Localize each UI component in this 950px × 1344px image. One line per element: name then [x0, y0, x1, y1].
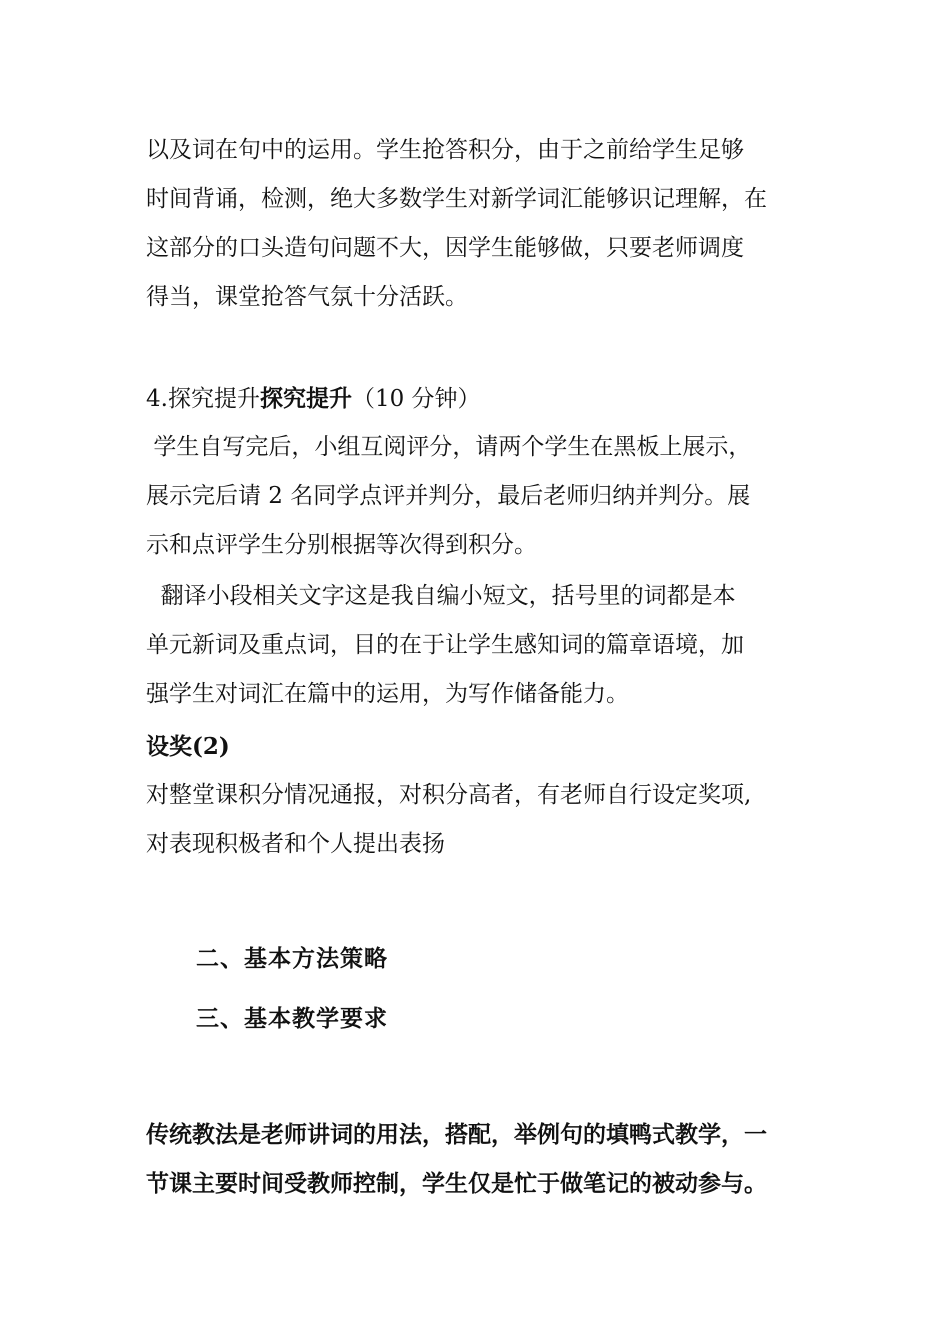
paragraph-translation — [146, 572, 836, 719]
text-line: 对表现积极者和个人提出表扬 — [146, 831, 445, 857]
text-line: 以及词在句中的运用。学生抢答积分，由于之前给学生足够 — [146, 137, 744, 163]
paragraph-award — [146, 771, 836, 869]
paragraph-peer-review — [146, 423, 836, 570]
text-line: 时间背诵，检测，绝大多数学生对新学词汇能够识记理解，在 — [146, 186, 767, 212]
paragraph-oral-sentences — [146, 126, 836, 322]
award-heading: 设奖(2) — [146, 733, 230, 760]
paragraph-traditional-teaching — [146, 1110, 836, 1208]
section-4-number: 4.探究提升 — [146, 386, 260, 412]
text-line: 这部分的口头造句问题不大，因学生能够做，只要老师调度 — [146, 235, 744, 261]
text-line: 示和点评学生分别根据等次得到积分。 — [146, 532, 537, 558]
text-line: 节课主要时间受教师控制，学生仅是忙于做笔记的被动参与。 — [146, 1170, 767, 1197]
section-4-time: （10 分钟） — [351, 386, 481, 412]
section-4-title — [146, 374, 836, 424]
heading-basic-requirements: 三、基本教学要求 — [196, 1005, 388, 1032]
text-line: 传统教法是老师讲词的用法，搭配，举例句的填鸭式教学，一 — [146, 1121, 767, 1148]
text-line: 单元新词及重点词，目的在于让学生感知词的篇章语境，加 — [146, 632, 744, 658]
heading-basic-methods: 二、基本方法策略 — [196, 945, 388, 972]
text-line: 展示完后请 2 名同学点评并判分，最后老师归纳并判分。展 — [146, 483, 751, 509]
text-line: 得当，课堂抢答气氛十分活跃。 — [146, 284, 468, 310]
section-4-bold-title: 探究提升 — [259, 385, 352, 412]
text-line: 翻译小段相关文字这是我自编小短文，括号里的词都是本 — [146, 583, 736, 609]
text-line: 强学生对词汇在篇中的运用，为写作储备能力。 — [146, 681, 629, 707]
text-line: 学生自写完后，小组互阅评分，请两个学生在黑板上展示， — [146, 434, 752, 460]
text-line: 对整堂课积分情况通报，对积分高者，有老师自行设定奖项, — [146, 782, 752, 808]
